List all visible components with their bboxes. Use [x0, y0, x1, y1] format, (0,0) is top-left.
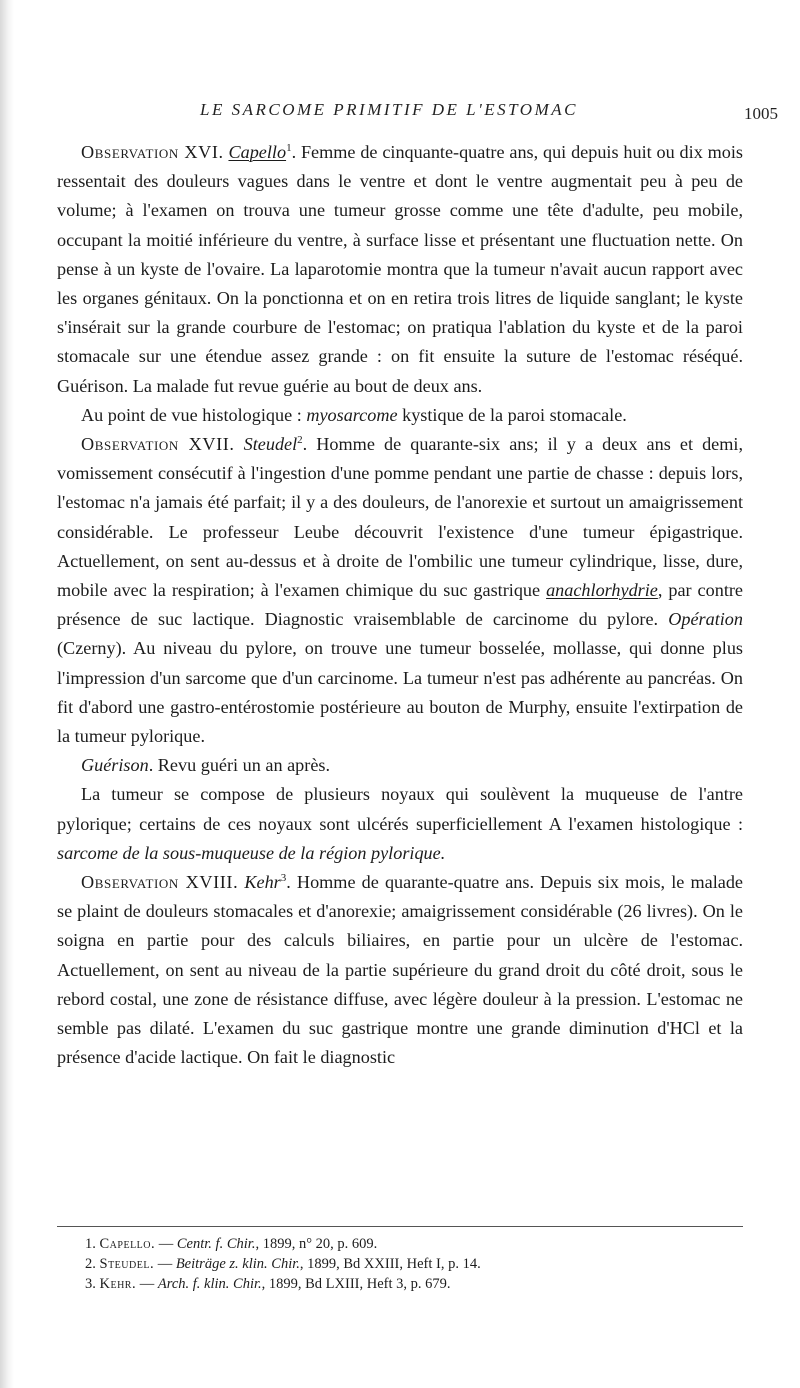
- footnote-dash: —: [155, 1236, 177, 1252]
- footnote-details: , 1899, n° 20, p. 609.: [255, 1236, 378, 1252]
- running-head: LE SARCOME PRIMITIF DE L'ESTOMAC: [200, 100, 578, 119]
- footnote-divider: [57, 1226, 743, 1227]
- observation-16-paragraph: [57, 138, 743, 401]
- footnote-author: Kehr.: [99, 1276, 137, 1292]
- footnote-details: , 1899, Bd LXIII, Heft 3, p. 679.: [261, 1276, 451, 1292]
- page-number: 1005: [744, 104, 778, 123]
- footnote-3: [85, 1274, 745, 1294]
- footnote-source: Arch. f. klin. Chir.: [157, 1276, 262, 1292]
- emphasis-term: myosarcome: [306, 404, 398, 425]
- footnote-dash: —: [136, 1276, 158, 1292]
- footnote-number: 1.: [85, 1236, 96, 1252]
- footnote-author: Capello.: [99, 1236, 156, 1252]
- paragraph-text: . Revu guéri un an après.: [148, 755, 331, 776]
- paragraph-text: kystique de la paroi stomacale.: [397, 404, 627, 425]
- observation-label: Observation XVII.: [81, 434, 235, 455]
- observation-16-histology: [57, 401, 743, 430]
- emphasis-term: sarcome de la sous-muqueuse de la région pylorique.: [57, 842, 446, 863]
- footnote-2: [85, 1254, 745, 1274]
- footnote-ref: 3: [280, 872, 287, 885]
- emphasis-term: anachlorhydrie: [546, 580, 658, 601]
- observation-17-outcome: [57, 751, 743, 780]
- emphasis-term: Opération: [668, 609, 743, 630]
- author-name: Kehr: [244, 872, 281, 893]
- footnote-ref: 2: [297, 433, 303, 446]
- footnote-ref: 1: [286, 141, 292, 154]
- footnote-author: Steudel.: [99, 1256, 155, 1272]
- observation-label: Observation XVIII.: [81, 872, 239, 893]
- main-text: [57, 138, 743, 1073]
- paragraph-text: . Femme de cinquante-quatre ans, qui depuis huit ou dix mois ressentait des douleurs vagues dans le ventre et dont le ventre augmentait peu à peu de volume; à l'examen on trouva une tumeur grosse comme une tête d'adulte, peu mobile, occupant la moitié inférieure du ventre, à surface lisse et présentant une fluctuation nette. On pense à un kyste de l'ovaire. La laparotomie montra que la tumeur n'avait aucun rapport avec les organes génitaux. On la ponctionna et on en retira trois litres de liquide sanglant; le kyste s'insérait sur la grande courbure de l'estomac; on pratiqua l'ablation du kyste et de la paroi stomacale sur une étendue assez grande : on fit ensuite la suture de l'estomac réséqué. Guérison. La malade fut revue guérie au bout de deux ans.: [57, 142, 743, 396]
- page-edge-shadow: [0, 0, 14, 1388]
- observation-18-paragraph: [57, 868, 743, 1072]
- observation-17-paragraph: [57, 430, 743, 751]
- paragraph-text: . Homme de quarante-quatre ans. Depuis six mois, le malade se plaint de douleurs stomacales et d'anorexie; amaigrissement considérable (26 livres). On le soigna en partie pour des calculs biliaires, en partie pour un ulcère de l'estomac. Actuellement, on sent au niveau de la partie supérieure du grand droit du côté droit, sous le rebord costal, une zone de résistance diffuse, avec légère douleur à la pression. L'estomac ne semble pas dilaté. L'examen du suc gastrique montre une grande diminution d'HCl et la présence d'acide lactique. On fait le diagnostic: [57, 872, 743, 1068]
- footnote-1: [85, 1234, 745, 1254]
- footnote-number: 3.: [85, 1276, 96, 1292]
- paragraph-text: Au point de vue histologique :: [81, 404, 307, 425]
- paragraph-text: (Czerny). Au niveau du pylore, on trouve une tumeur bosselée, mollasse, qui donne plus l'impression d'un sarcome que d'un carcinome. La tumeur n'est pas adhérente au pancréas. On fit d'abord une gastro-entérostomie postérieure au bouton de Murphy, ensuite l'extirpation de la tumeur pylorique.: [57, 638, 743, 747]
- author-name: Steudel: [243, 434, 298, 455]
- footnotes: [85, 1234, 745, 1294]
- footnote-details: , 1899, Bd XXIII, Heft I, p. 14.: [299, 1256, 481, 1272]
- author-name: Capello: [228, 142, 287, 162]
- page-header: [0, 100, 800, 130]
- footnote-source: Beiträge z. klin. Chir.: [175, 1256, 300, 1272]
- paragraph-text: , par contre présence de suc lactique. Diagnostic vraisemblable de carcinome du pylore.: [57, 580, 743, 630]
- paragraph-text: La tumeur se compose de plusieurs noyaux qui soulèvent la muqueuse de l'antre pylorique; certains de ces noyaux sont ulcérés superficiellement A l'examen histologique :: [57, 784, 743, 834]
- emphasis-term: Guérison: [81, 755, 149, 776]
- footnote-source: Centr. f. Chir.: [176, 1236, 256, 1252]
- observation-label: Observation XVI.: [81, 142, 224, 162]
- footnote-dash: —: [154, 1256, 176, 1272]
- observation-17-histology: [57, 780, 743, 868]
- footnote-number: 2.: [85, 1256, 96, 1272]
- paragraph-text: . Homme de quarante-six ans; il y a deux ans et demi, vomissement consécutif à l'ingestion d'une pomme pendant une partie de chasse : depuis lors, l'estomac n'a jamais été parfait; il y a des douleurs, de l'anorexie et surtout un amaigrissement considérable. Le professeur Leube découvrit l'existence d'une tumeur épigastrique. Actuellement, on sent au-dessus et à droite de l'ombilic une tumeur cylindrique, lisse, dure, mobile avec la respiration; à l'examen chimique du suc gastrique: [57, 434, 744, 601]
